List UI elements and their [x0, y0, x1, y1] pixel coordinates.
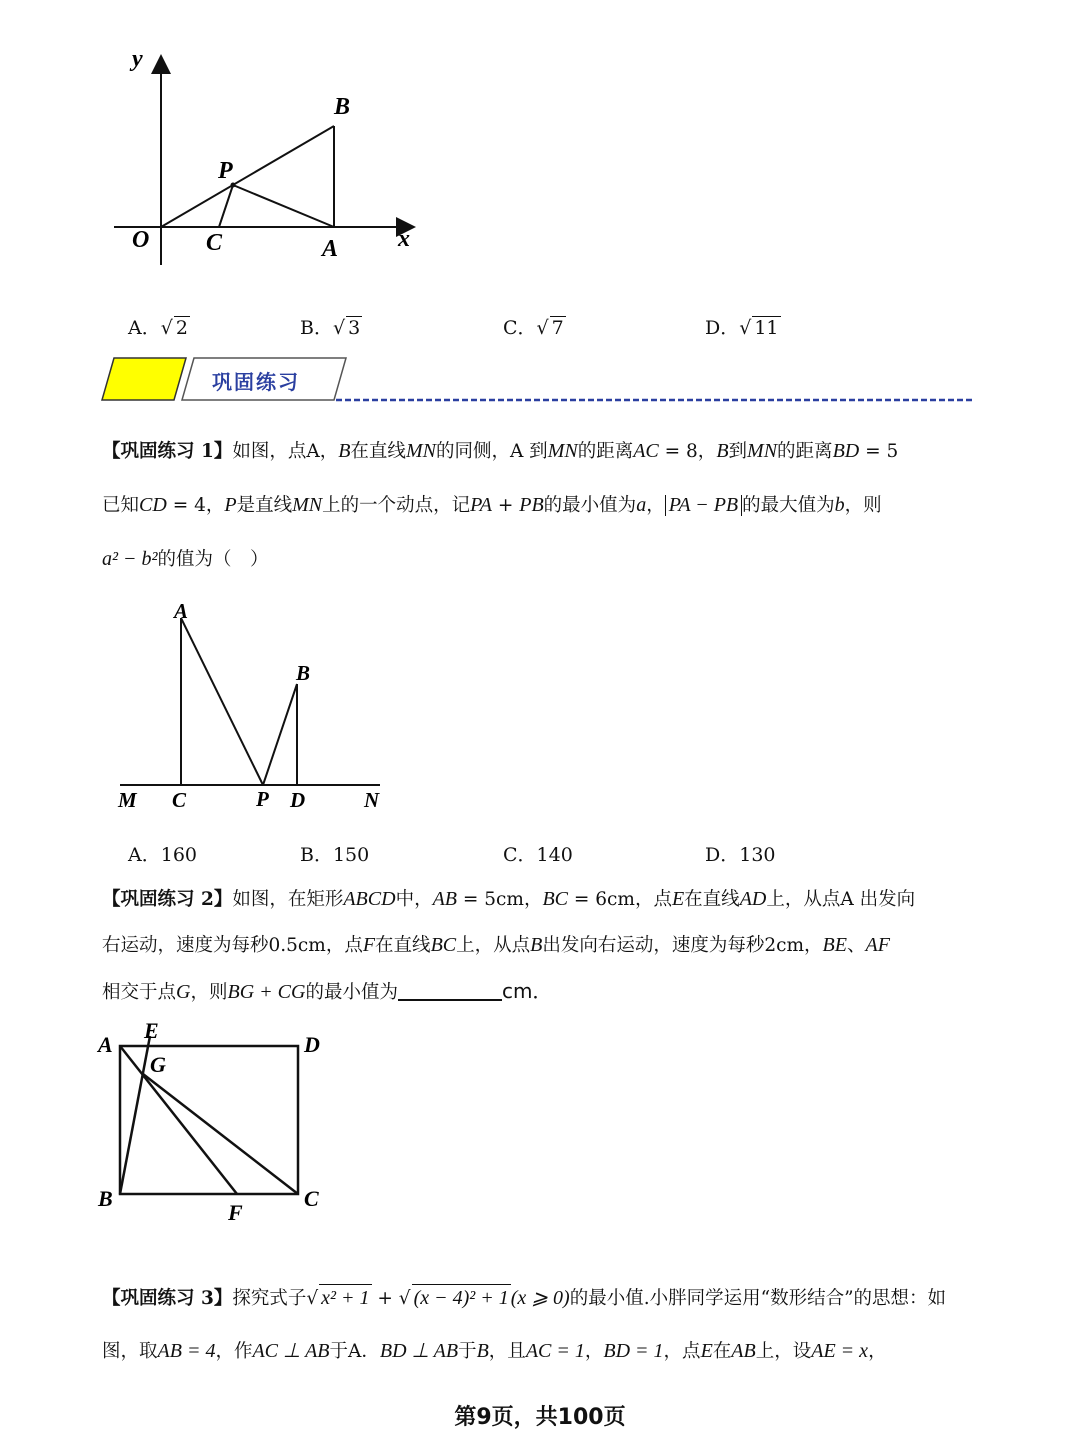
label-G: G	[150, 1052, 166, 1077]
label-C: C	[206, 230, 223, 256]
label-x: x	[398, 226, 410, 252]
figure-rectangle	[92, 1016, 342, 1226]
label-A: A	[98, 1032, 113, 1057]
answer-blank[interactable]	[398, 979, 502, 1001]
segment-GC	[143, 1074, 298, 1194]
page-footer: 第9页，共100页	[454, 1405, 626, 1430]
exercise1-line2: 已知CD = 4，P是直线MN上的一个动点，记PA + PB的最小值为a， PA − PB 的最大值为b，则	[102, 494, 882, 516]
label-A: A	[322, 236, 339, 262]
segment-BE	[120, 1036, 150, 1194]
label-N: N	[364, 788, 380, 812]
choice-c-140[interactable]: C．140	[503, 844, 573, 866]
figure-coordinate-plane	[100, 40, 430, 270]
choice-b[interactable]: B．√ 3	[300, 317, 361, 339]
exercise1-line3: a² − b²的值为（ ）	[102, 548, 269, 570]
label-y: y	[132, 46, 143, 72]
label-O: O	[132, 227, 150, 253]
label-A: A	[174, 599, 189, 623]
label-P: P	[256, 787, 269, 811]
banner-title: 巩固练习	[212, 370, 300, 394]
exercise2-line1: 【巩固练习 2】如图，在矩形ABCD中，AB = 5cm，BC = 6cm，点E在直线AD上，从点A 出发向	[102, 888, 916, 910]
exercise3-line1: 【巩固练习 3】探究式子√ x² + 1 + √ (x − 4)² + 1 (x ⩾ 0)的最小值.小胖同学运用“数形结合”的思想：如	[102, 1284, 982, 1312]
segment-AP	[181, 618, 263, 785]
label-B: B	[296, 661, 311, 685]
choice-c[interactable]: C．√ 7	[503, 317, 564, 339]
label-D: D	[304, 1032, 320, 1057]
label-D: D	[290, 788, 306, 812]
segment-PA	[233, 185, 334, 227]
label-C: C	[172, 788, 187, 812]
segment-PB	[263, 684, 297, 785]
segment-OB	[161, 126, 334, 227]
label-P: P	[218, 158, 233, 184]
banner-yellow-block	[102, 358, 186, 400]
label-B: B	[98, 1186, 113, 1211]
label-F: F	[228, 1200, 243, 1225]
label-B: B	[334, 94, 351, 120]
label-E: E	[144, 1018, 159, 1043]
label-M: M	[118, 788, 137, 812]
exercise2-line2: 右运动，速度为每秒0.5cm，点F在直线BC上，从点B出发向右运动，速度为每秒2cm，BE、AF	[102, 934, 890, 956]
exercise2-line3: 相交于点G，则BG + CG的最小值为 cm．	[102, 979, 553, 1003]
choice-d[interactable]: D．√ 11	[705, 317, 779, 339]
figure-mn-line	[110, 596, 400, 816]
label-C: C	[304, 1186, 319, 1211]
choice-a-160[interactable]: A．160	[128, 844, 197, 866]
choice-a[interactable]: A．√ 2	[128, 317, 188, 339]
exercise3-line2: 图，取AB = 4，作AC ⊥ AB于A．BD ⊥ AB于B，且AC = 1，BD = 1，点E在AB上，设AE = x，	[102, 1340, 887, 1362]
choice-d-130[interactable]: D．130	[705, 844, 776, 866]
exercise1-line1: 【巩固练习 1】如图，点A，B在直线MN的同侧，A 到MN的距离AC = 8，B到MN的距离BD = 5	[102, 440, 899, 462]
segment-AF	[120, 1046, 237, 1194]
choice-b-150[interactable]: B．150	[300, 844, 370, 866]
